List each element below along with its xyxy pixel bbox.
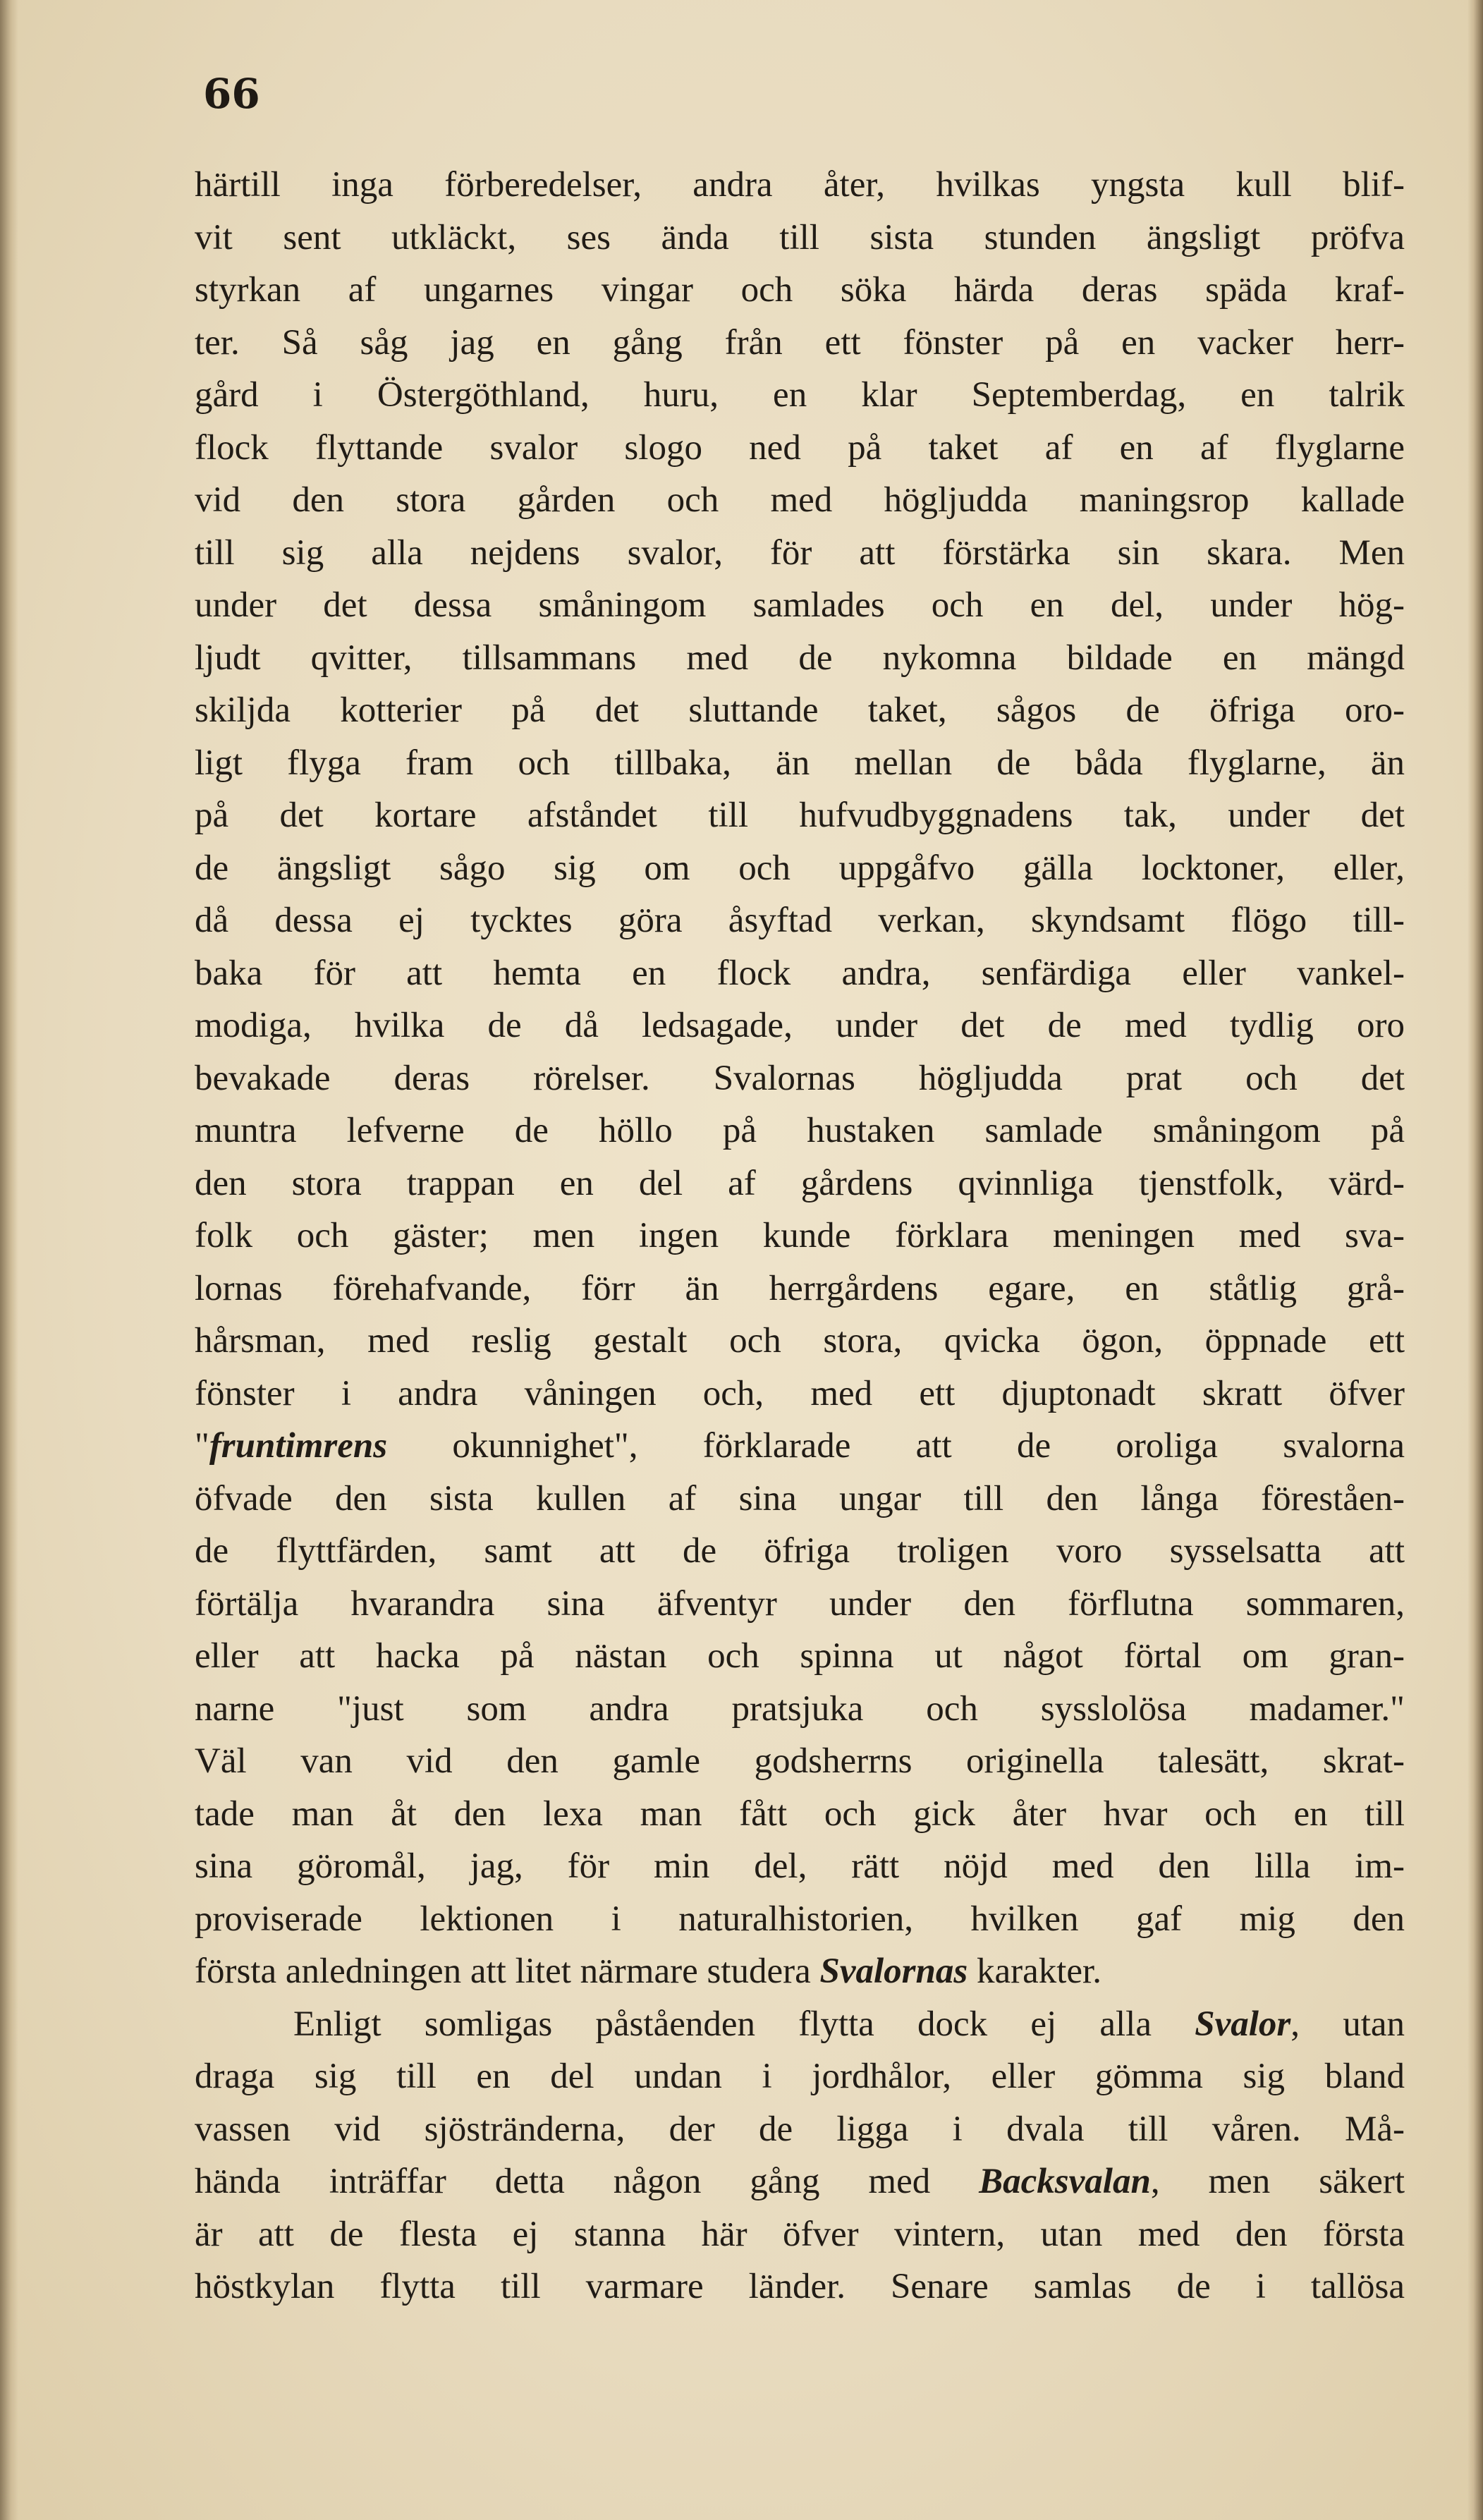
text-line: modiga, hvilka de då ledsagade, under det de med tydlig oro (195, 1006, 1405, 1045)
text-line: baka för att hemta en flock andra, senfärdiga eller vankel- (195, 953, 1405, 993)
text-segment: hända inträffar detta någon gång med (195, 2162, 979, 2201)
text-line: flock flyttande svalor slogo ned på taket af en af flyglarne (195, 427, 1405, 468)
italic-term: fruntimrens (209, 1426, 388, 1466)
text-line: vassen vid sjöstränderna, der de ligga i dvala till våren. Må- (195, 2109, 1405, 2149)
text-segment: , men säkert (1150, 2162, 1405, 2201)
italic-term: Svalor (1195, 2004, 1291, 2044)
body-text (195, 159, 1405, 2313)
text-line: den stora trappan en del af gårdens qvinnliga tjenstfolk, värd- (195, 1163, 1405, 1203)
text-line: vid den stora gården och med högljudda maningsrop kallade (195, 480, 1405, 520)
page-edge-right (1467, 0, 1483, 2520)
text-line: under det dessa småningom samlades och en del, under hög- (195, 585, 1405, 625)
text-line: ter. Så såg jag en gång från ett fönster på en vacker herr- (195, 322, 1405, 363)
text-line: till sig alla nejdens svalor, för att förstärka sin skara. Men (195, 532, 1405, 573)
text-segment: karakter. (968, 1952, 1101, 1991)
text-line: skiljda kotterier på det sluttande taket, sågos de öfriga oro- (195, 690, 1405, 730)
text-line: tade man åt den lexa man fått och gick åter hvar och en till (195, 1794, 1405, 1834)
text-line: fönster i andra våningen och, med ett djuptonadt skratt öfver (195, 1373, 1405, 1413)
text-line: vit sent utkläckt, ses ända till sista stunden ängsligt pröfva (195, 217, 1405, 257)
text-line: sina göromål, jag, för min del, rätt nöjd med den lilla im- (195, 1846, 1405, 1886)
text-segment: första anledningen att litet närmare studera (195, 1952, 820, 1991)
text-line: hårsman, med reslig gestalt och stora, qvicka ögon, öppnade ett (195, 1321, 1405, 1361)
text-line: Väl van vid den gamle godsherrns originella talesätt, skrat- (195, 1741, 1405, 1781)
text-segment: okunnighet", förklarade att de oroliga svalorna (387, 1426, 1405, 1466)
text-line: är att de flesta ej stanna här öfver vintern, utan med den första (195, 2214, 1405, 2254)
page-edge-left (0, 0, 18, 2520)
text-line: öfvade den sista kullen af sina ungar till den långa föreståen- (195, 1478, 1405, 1518)
text-line: styrkan af ungarnes vingar och söka härda deras späda kraf- (195, 270, 1405, 310)
text-segment: Enligt somligas påståenden flytta dock ej alla (293, 2004, 1195, 2044)
text-line (195, 2155, 1405, 2208)
text-line: på det kortare afståndet till hufvudbyggnadens tak, under det (195, 796, 1405, 835)
text-segment: , utan (1290, 2004, 1405, 2044)
text-line: bevakade deras rörelser. Svalornas högljudda prat och det (195, 1058, 1405, 1098)
text-line: narne "just som andra pratsjuka och sysslolösa madamer." (195, 1688, 1405, 1729)
text-line: de flyttfärden, samt att de öfriga troligen voro sysselsatta att (195, 1531, 1405, 1571)
text-line: draga sig till en del undan i jordhålor, eller gömma sig bland (195, 2057, 1405, 2096)
text-line: ljudt qvitter, tillsammans med de nykomna bildade en mängd (195, 638, 1405, 678)
text-line (195, 1420, 1405, 1473)
text-line: då dessa ej tycktes göra åsyftad verkan, skyndsamt flögo till- (195, 901, 1405, 940)
text-line (195, 1998, 1405, 2051)
text-line: de ängsligt sågo sig om och uppgåfvo gälla locktoner, eller, (195, 848, 1405, 888)
text-line: ligt flyga fram och tillbaka, än mellan de båda flyglarne, än (195, 743, 1405, 783)
text-line: härtill inga förberedelser, andra åter, hvilkas yngsta kull blif- (195, 165, 1405, 205)
text-line: muntra lefverne de höllo på hustaken samlade småningom på (195, 1111, 1405, 1150)
text-line: gård i Östergöthland, huru, en klar Septemberdag, en talrik (195, 375, 1405, 415)
italic-term: Svalornas (819, 1952, 968, 1991)
text-line: lornas förehafvande, förr än herrgårdens egare, en ståtlig grå- (195, 1268, 1405, 1308)
text-line: proviserade lektionen i naturalhistorien, hvilken gaf mig den (195, 1899, 1405, 1939)
text-line: höstkylan flytta till varmare länder. Senare samlas de i tallösa (195, 2267, 1405, 2306)
text-line (195, 1945, 1405, 1998)
text-line: eller att hacka på nästan och spinna ut något förtal om gran- (195, 1636, 1405, 1676)
page-number: 66 (203, 70, 260, 118)
text-segment: " (195, 1426, 209, 1466)
text-line: folk och gäster; men ingen kunde förklara meningen med sva- (195, 1216, 1405, 1255)
italic-term: Backsvalan (979, 2162, 1151, 2201)
text-line: förtälja hvarandra sina äfventyr under den förflutna sommaren, (195, 1583, 1405, 1624)
